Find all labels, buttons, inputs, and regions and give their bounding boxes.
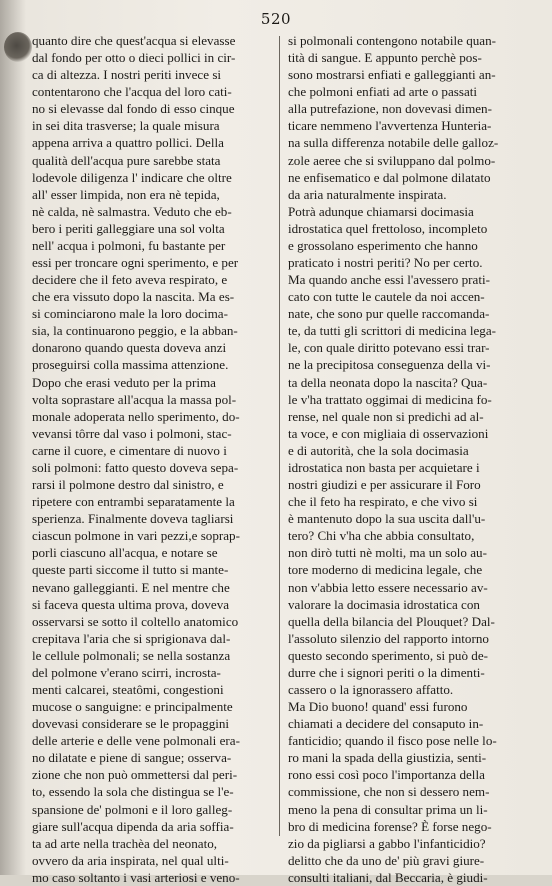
text-line: ro mani la spada della giustizia, senti- bbox=[288, 750, 487, 766]
text-line: zole aeree che si sviluppano dal polmo- bbox=[288, 152, 496, 168]
text-line: si polmonali contengono notabile quan- bbox=[288, 33, 497, 48]
text-line: donarono quando questa doveva anzi bbox=[32, 340, 227, 356]
text-line: le v'ha trattato oggimai di medicina fo- bbox=[288, 391, 492, 407]
text-line: proseguirsi colla massima attenzione. bbox=[32, 357, 229, 373]
text-line: valorare la docimasia idrostatica con bbox=[288, 596, 480, 612]
text-line: idrostatica quel frettoloso, incompleto bbox=[288, 220, 488, 236]
text-line: queste parti siccome il tutto si mante- bbox=[32, 562, 229, 578]
text-line: bero i periti galleggiare una sol volta bbox=[32, 220, 225, 236]
text-line: crepitava l'aria che si sprigionava dal- bbox=[32, 630, 231, 646]
column-divider bbox=[279, 36, 280, 836]
text-line: ovvero da aria inspirata, nel qual ulti- bbox=[32, 852, 229, 868]
text-line: nostri giudizi e per assicurare il Foro bbox=[288, 477, 481, 493]
text-line: to, essendo la sola che distingua se l'e- bbox=[32, 784, 234, 800]
text-line: essi per troncare ogni sperimento, e per bbox=[32, 255, 239, 271]
text-line: consulti italiani, dal Beccaria, è giudi- bbox=[288, 869, 488, 885]
text-line: praticato i nostri periti? No per certo. bbox=[288, 255, 483, 271]
text-line: chiamati a decidere del consaputo in- bbox=[288, 716, 484, 732]
page-number: 520 bbox=[260, 10, 292, 28]
text-line: non dirò tutti nè molti, ma un solo au- bbox=[288, 545, 487, 561]
text-line: ta voce, e con migliaia di osservazioni bbox=[288, 425, 489, 441]
text-line: ciascun polmone in vari pezzi,e soprap- bbox=[32, 528, 240, 544]
text-line: ca di altezza. I nostri periti invece si bbox=[32, 67, 222, 83]
text-line: menti calcarei, steatômi, congestioni bbox=[32, 681, 224, 697]
text-line: carne il cuore, e cimentare di nuovo i bbox=[32, 442, 227, 458]
text-line: non v'abbia letto essere necessario av- bbox=[288, 579, 488, 595]
text-line: che polmoni enfiati ad arte o passati bbox=[288, 84, 478, 100]
text-line: del polmone v'erano scirri, incrosta- bbox=[32, 664, 221, 680]
text-line: nell' acqua i polmoni, fu bastante per bbox=[32, 237, 226, 253]
text-line: nè calda, nè salmastra. Veduto che eb- bbox=[32, 203, 232, 219]
left-text-column bbox=[32, 32, 272, 886]
text-line: da aria naturalmente inspirata. bbox=[288, 186, 447, 202]
text-line: Ma Dio buono! quand' essi furono bbox=[288, 699, 468, 715]
text-line: tità di sangue. E appunto perchè pos- bbox=[288, 50, 482, 66]
text-line: no dilatate e piene di sangue; osserva- bbox=[32, 750, 232, 766]
text-line: Potrà adunque chiamarsi docimasia bbox=[288, 203, 474, 219]
text-line: te, da tutti gli scrittori di medicina lega- bbox=[288, 323, 496, 339]
text-line: e di autorità, che la sola docimasia bbox=[288, 442, 469, 458]
text-line: rarsi il polmone destro dal sinistro, e bbox=[32, 477, 224, 493]
text-line: qualità dell'acqua pure sarebbe stata bbox=[32, 152, 221, 168]
text-line: volta soprastare all'acqua la massa pol- bbox=[32, 391, 237, 407]
text-line: l'assoluto silenzio del rapporto intorno bbox=[288, 630, 489, 646]
text-line: che era vissuto dopo la nascita. Ma es- bbox=[32, 289, 235, 305]
text-line: soli polmoni: fatto questo doveva sepa- bbox=[32, 459, 239, 475]
text-line: sono mostrarsi enfiati e galleggianti an- bbox=[288, 67, 496, 83]
text-line: porli ciascuno all'acqua, e notare se bbox=[32, 545, 218, 561]
text-line: questo secondo sperimento, si può de- bbox=[288, 647, 489, 663]
text-line: nevano galleggianti. E nel mentre che bbox=[32, 579, 230, 595]
text-line: mucose o sanguigne: e principalmente bbox=[32, 699, 233, 715]
text-line: tore moderno di medicina legale, che bbox=[288, 562, 483, 578]
text-line: zio da pigliarsi a gabbo l'infanticidio? bbox=[288, 835, 486, 851]
text-line: osservarsi se sotto il coltello anatomico bbox=[32, 613, 239, 629]
text-line: rense, nel quale non si predichi ad al- bbox=[288, 408, 484, 424]
text-line: Dopo che erasi veduto per la prima bbox=[32, 374, 216, 390]
text-line: contentarono che l'acqua del loro cati- bbox=[32, 84, 232, 100]
text-line: ta della neonata dopo la nascita? Qua- bbox=[288, 374, 488, 390]
text-line: decidere che il feto aveva respirato, e bbox=[32, 272, 228, 288]
text-line: giare sull'acqua dipenda da aria soffia- bbox=[32, 818, 234, 834]
text-line: lodevole diligenza l' indicare che oltre bbox=[32, 169, 232, 185]
text-line: no si elevasse dal fondo di esso cinque bbox=[32, 101, 235, 117]
text-line: ne enfisematico e dal polmone dilatato bbox=[288, 169, 491, 185]
text-line: che il feto ha respirato, e che vivo si bbox=[288, 494, 478, 510]
text-line: fanticidio; quando il fisco pose nelle lo- bbox=[288, 733, 497, 749]
text-line: ta ad arte nella trachèa del neonato, bbox=[32, 835, 218, 851]
text-line: zione che non può ommettersi dal peri- bbox=[32, 767, 238, 783]
text-line: commissione, che non si dessero nem- bbox=[288, 784, 490, 800]
text-line: quanto dire che quest'acqua si elevasse bbox=[32, 33, 236, 48]
text-line: ripetere con entrambi separatamente la bbox=[32, 494, 235, 510]
text-line: delitto che da uno de' più gravi giure- bbox=[288, 852, 485, 868]
text-line: dovevasi considerare se le propaggini bbox=[32, 716, 230, 732]
text-line: sperienza. Finalmente doveva tagliarsi bbox=[32, 511, 234, 527]
text-line: le cellule polmonali; se nella sostanza bbox=[32, 647, 231, 663]
text-line: e grossolano esperimento che hanno bbox=[288, 237, 478, 253]
text-line: dal fondo per otto o dieci pollici in cir- bbox=[32, 50, 236, 66]
text-line: cato con tutte le cautele da noi accen- bbox=[288, 289, 485, 305]
text-line: nate, che sono pur quelle raccomanda- bbox=[288, 306, 490, 322]
text-line: bro di medicina forense? È forse nego- bbox=[288, 818, 492, 834]
ink-stain bbox=[4, 32, 32, 62]
text-line: spansione de' polmoni e il loro galleg- bbox=[32, 801, 233, 817]
text-line: alla putrefazione, non dovevasi dimen- bbox=[288, 101, 492, 117]
text-line: è mantenuto dopo la sua uscita dall'u- bbox=[288, 511, 486, 527]
text-line: ne la precipitosa conseguenza della vi- bbox=[288, 357, 491, 373]
text-line: cassero o la ignorassero affatto. bbox=[288, 681, 454, 697]
text-line: all' esser limpida, non era nè tepida, bbox=[32, 186, 220, 202]
text-line: idrostatica non basta per acquietare i bbox=[288, 459, 480, 475]
text-line: meno la pena di consultar prima un li- bbox=[288, 801, 488, 817]
text-line: ticare nemmeno l'avvertenza Hunteria- bbox=[288, 118, 492, 134]
text-line: monale adoperata nello sperimento, do- bbox=[32, 408, 240, 424]
text-line: na sulla differenza notabile delle galloz- bbox=[288, 135, 499, 151]
text-line: mo caso soltanto i vasi arteriosi e veno- bbox=[32, 869, 240, 885]
text-line: appena arriva a quattro pollici. Della bbox=[32, 135, 224, 151]
binding-shadow bbox=[0, 0, 26, 875]
text-line: vevansi tôrre dal vaso i polmoni, stac- bbox=[32, 425, 232, 441]
text-line: tero? Chi v'ha che abbia consultato, bbox=[288, 528, 475, 544]
text-line: Ma quando anche essi l'avessero prati- bbox=[288, 272, 490, 288]
text-line: in sei dita trasverse; la quale misura bbox=[32, 118, 220, 134]
text-line: si faceva questa ultima prova, doveva bbox=[32, 596, 230, 612]
text-line: le, con quale diritto potevano essi trar- bbox=[288, 340, 490, 356]
right-text-column bbox=[288, 32, 538, 886]
text-line: si cominciarono male la loro docima- bbox=[32, 306, 228, 322]
text-line: rono essi così poco l'importanza della bbox=[288, 767, 485, 783]
text-line: sia, la continuarono peggio, e la abban- bbox=[32, 323, 238, 339]
text-line: quella della bilancia del Plouquet? Dal- bbox=[288, 613, 495, 629]
text-line: delle arterie e delle vene polmonali era- bbox=[32, 733, 240, 749]
text-line: durre che i signori periti o la dimenti- bbox=[288, 664, 485, 680]
